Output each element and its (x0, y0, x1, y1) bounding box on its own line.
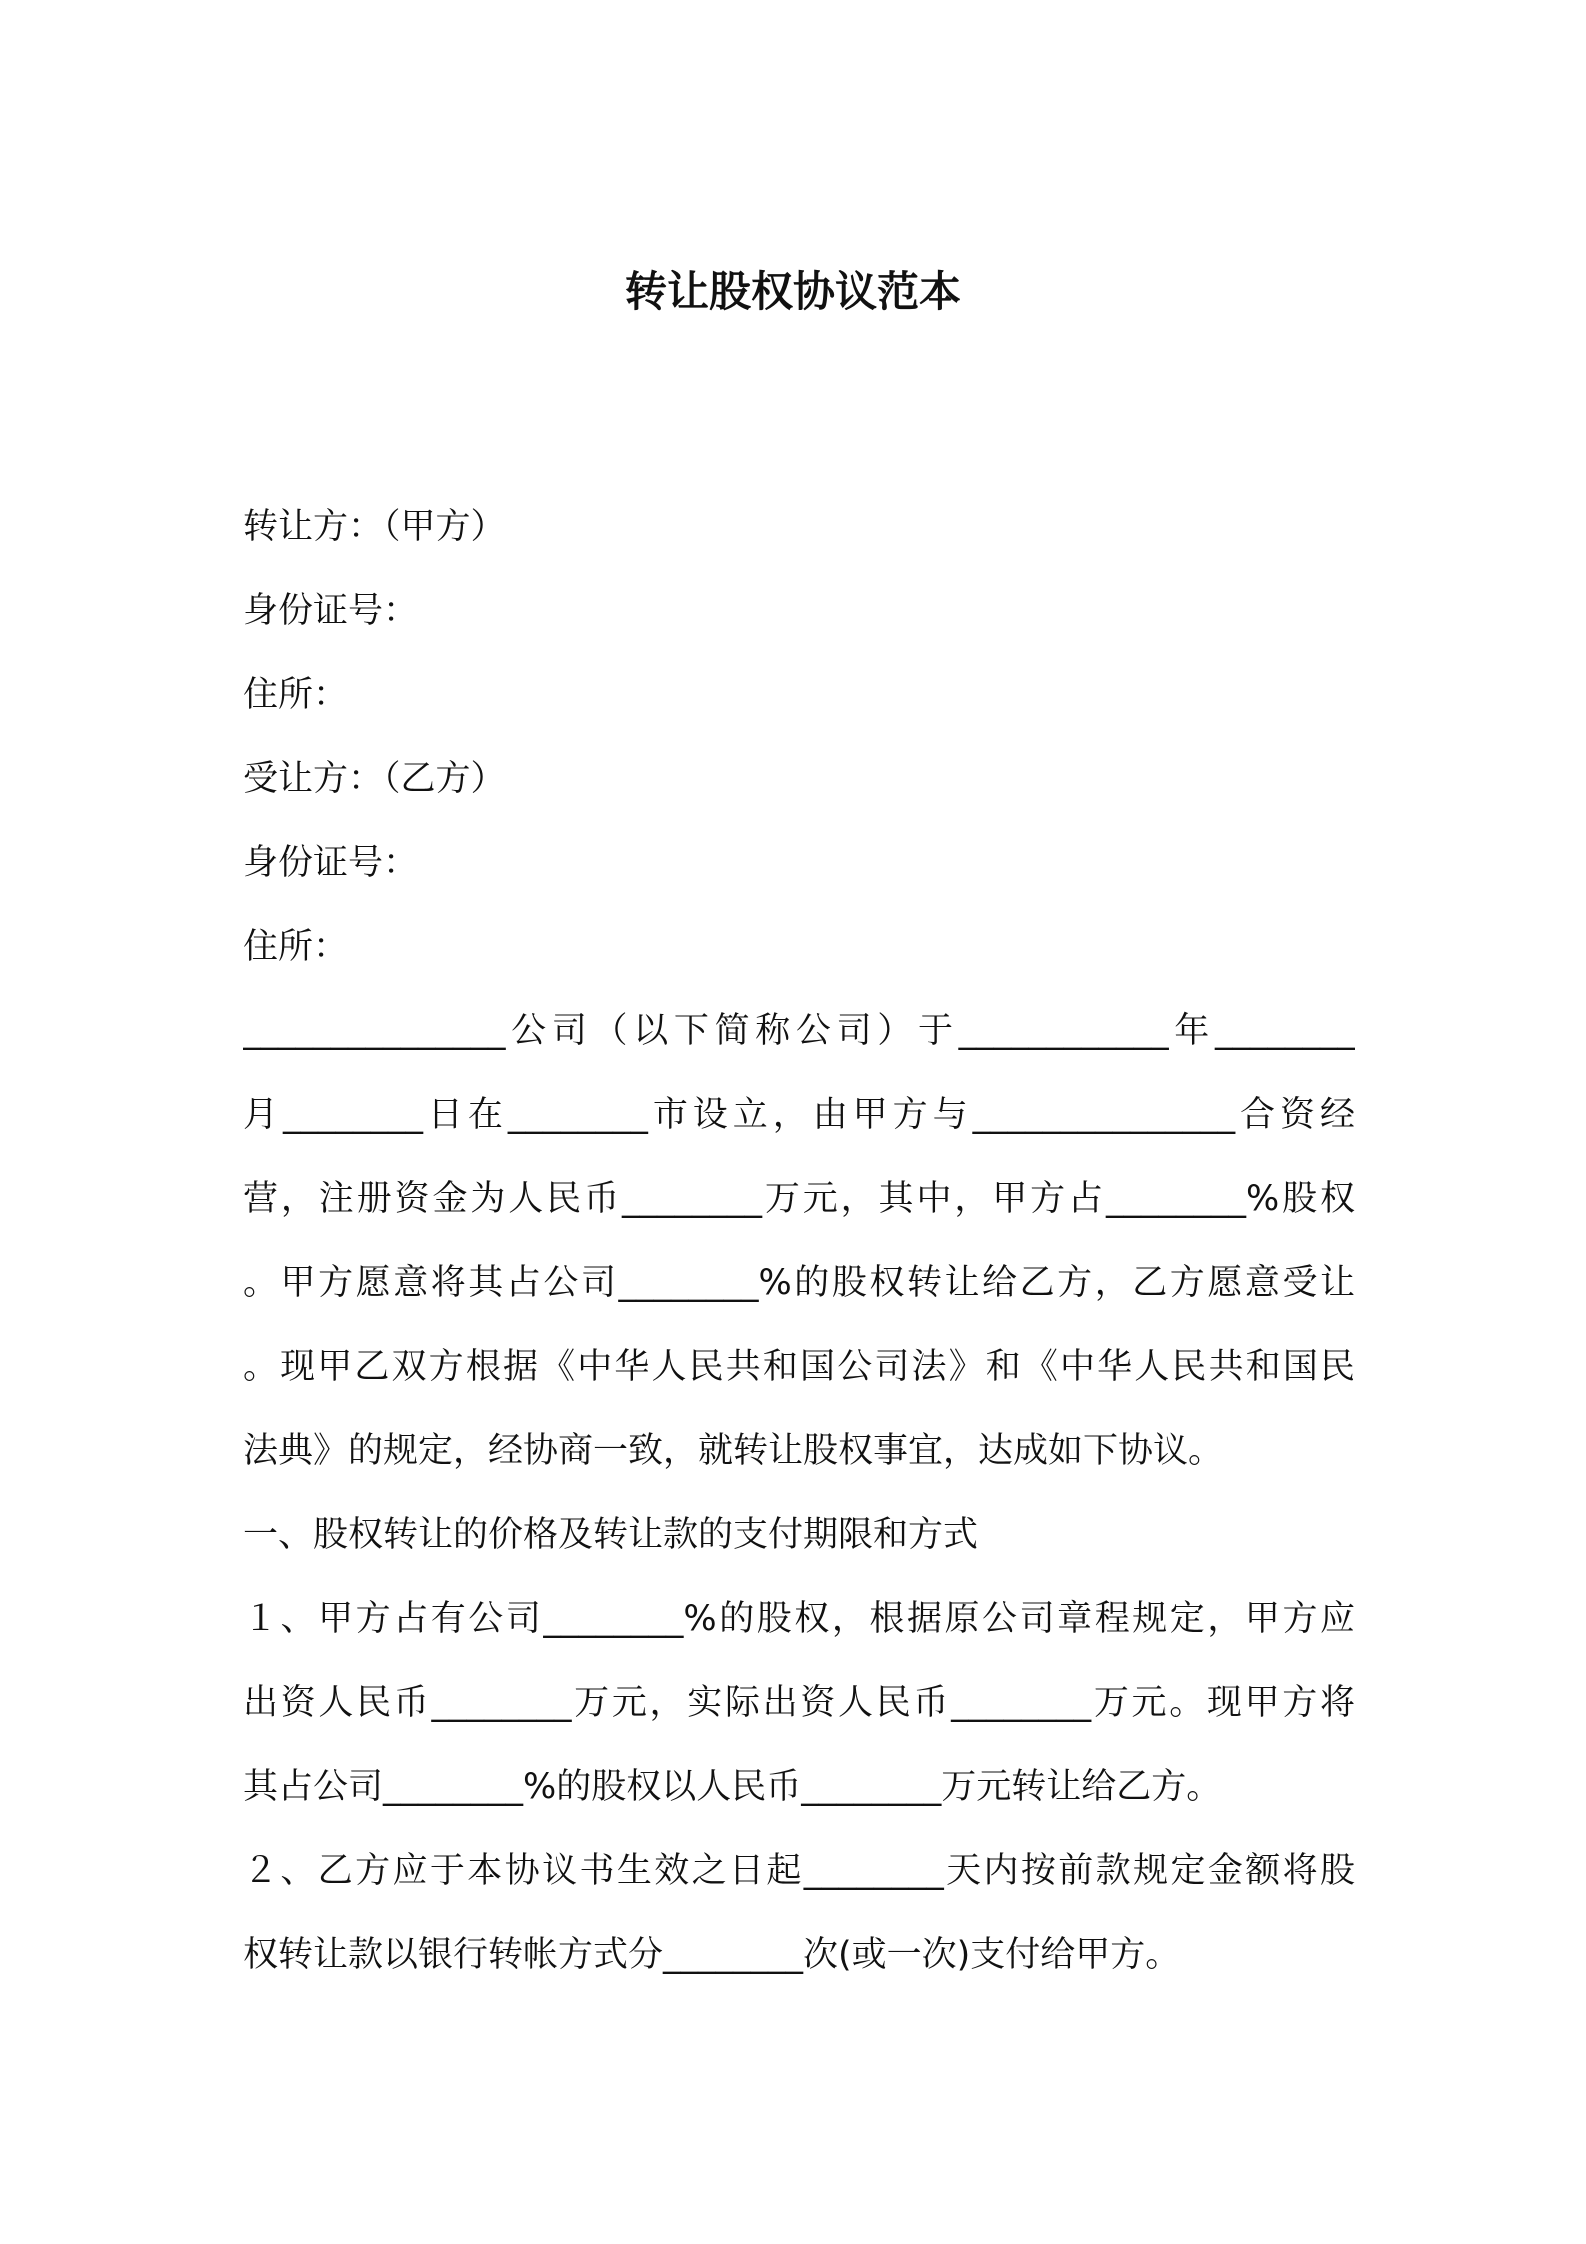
section-1-heading: 一、股权转让的价格及转让款的支付期限和方式 (243, 1515, 979, 1555)
preamble-line: 法典》的规定，经协商一致，就转让股权事宜，达成如下协议。 (243, 1431, 1224, 1471)
transferee-id-label: 身份证号： (243, 843, 419, 883)
clause-2-line: ２、乙方应于本协议书生效之日起________天内按前款规定金额将股 (243, 1851, 1355, 1891)
transferee-address-label: 住所： (243, 927, 349, 967)
clause-1-line: 其占公司________%的股权以人民币________万元转让给乙方。 (243, 1767, 1222, 1807)
document-title: 转让股权协议范本 (624, 267, 961, 316)
preamble-line: 。甲方愿意将其占公司________%的股权转让给乙方，乙方愿意受让 (243, 1263, 1355, 1303)
transferee-label: 受让方：（乙方） (243, 759, 506, 799)
transferor-label: 转让方：（甲方） (243, 507, 506, 547)
preamble-line: _______________公司（以下简称公司）于____________年________ (243, 1011, 1355, 1051)
clause-1-line: 出资人民币________万元，实际出资人民币________万元。现甲方将 (243, 1683, 1355, 1723)
transferor-id-label: 身份证号： (243, 591, 419, 631)
preamble-line: 月________日在________市设立，由甲方与_______________合资经 (243, 1095, 1355, 1135)
preamble-line: 。现甲乙双方根据《中华人民共和国公司法》和《中华人民共和国民 (243, 1347, 1355, 1387)
preamble-line: 营，注册资金为人民币________万元，其中，甲方占________%股权 (243, 1179, 1355, 1219)
clause-2-line: 权转让款以银行转帐方式分________次(或一次)支付给甲方。 (243, 1935, 1181, 1975)
clause-1-line: １、甲方占有公司________%的股权，根据原公司章程规定，甲方应 (243, 1599, 1355, 1639)
transferor-address-label: 住所： (243, 675, 349, 715)
